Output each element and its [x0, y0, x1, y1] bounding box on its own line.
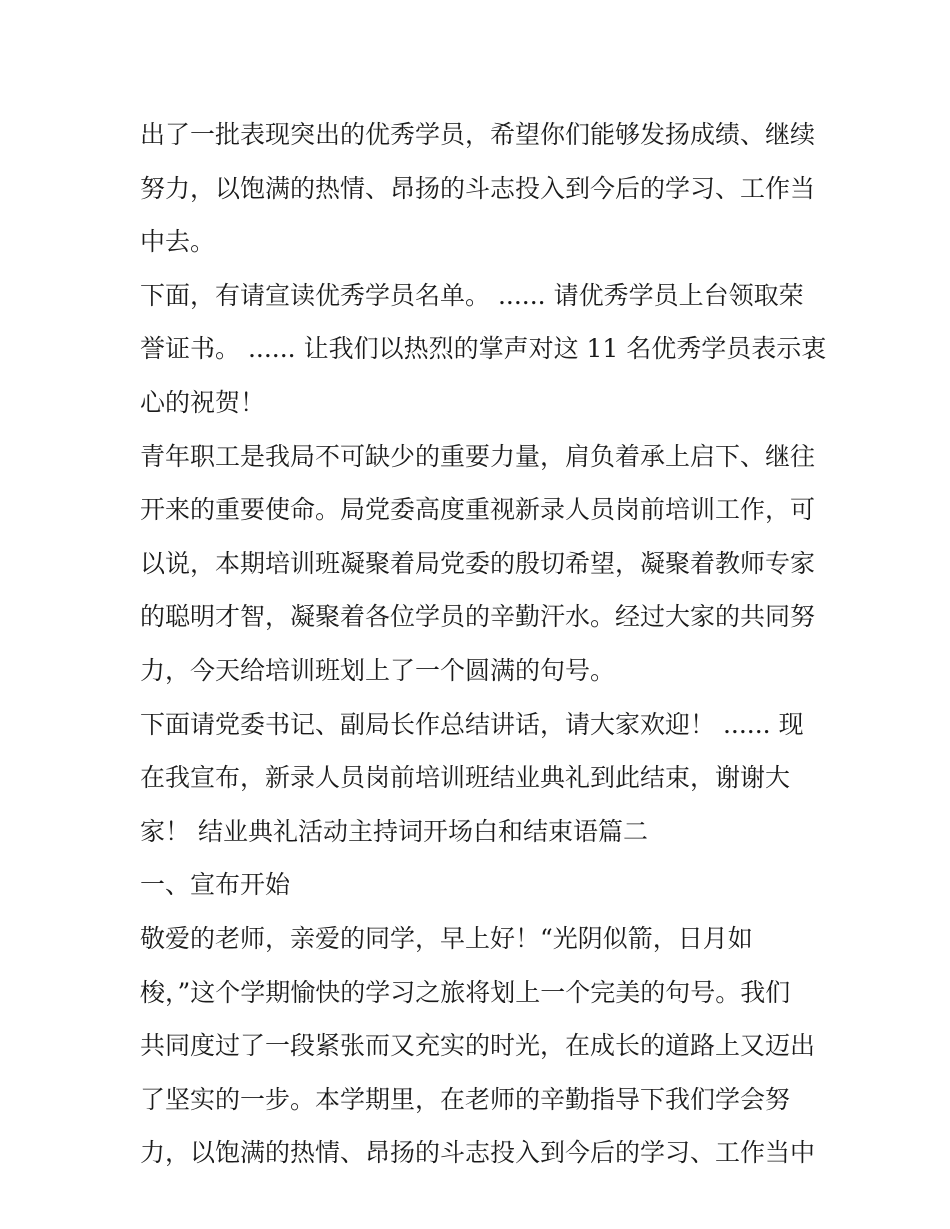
text-line: 心的祝贺！ — [140, 387, 266, 417]
text-line: 梭，”这个学期愉快的学习之旅将划上一个完美的句号。我们 — [140, 977, 791, 1007]
text-line: 敬爱的老师，亲爱的同学，早上好！“光阴似箭，日月如 — [140, 923, 753, 953]
text-line: 在我宣布，新录人员岗前培训班结业典礼到此结束，谢谢大 — [140, 763, 791, 793]
text-line: 中去。 — [140, 227, 216, 257]
text-line: 以说，本期培训班凝聚着局党委的殷切希望，凝聚着教师专家 — [140, 548, 816, 578]
text-line: 开来的重要使命。局党委高度重视新录人员岗前培训工作，可 — [140, 495, 816, 525]
text-line: 努力，以饱满的热情、昂扬的斗志投入到今后的学习、工作当 — [140, 173, 816, 203]
text-line: 共同度过了一段紧张而又充实的时光，在成长的道路上又迈出 — [140, 1031, 816, 1061]
text-line: 力，今天给培训班划上了一个圆满的句号。 — [140, 655, 616, 685]
text-line: 出了一批表现突出的优秀学员，希望你们能够发扬成绩、继续 — [140, 120, 816, 149]
text-line: 力，以饱满的热情、昂扬的斗志投入到今后的学习、工作当中 — [140, 1138, 816, 1168]
text-line: 誉证书。 ...... 让我们以热烈的掌声对这 11 名优秀学员表示衷 — [140, 334, 827, 364]
text-line: 了坚实的一步。本学期里，在老师的辛勤指导下我们学会努 — [140, 1084, 791, 1114]
text-line: 家！ 结业典礼活动主持词开场白和结束语篇二 — [140, 816, 648, 846]
text-line: 下面请党委书记、副局长作总结讲话，请大家欢迎！ ...... 现 — [140, 709, 804, 739]
text-line: 的聪明才智，凝聚着各位学员的辛勤汗水。经过大家的共同努 — [140, 602, 816, 632]
text-line: 青年职工是我局不可缺少的重要力量，肩负着承上启下、继往 — [140, 441, 816, 471]
text-line: 一、宣布开始 — [140, 870, 291, 900]
document-body — [140, 108, 827, 1180]
text-line: 下面，有请宣读优秀学员名单。 ...... 请优秀学员上台领取荣 — [140, 280, 804, 310]
